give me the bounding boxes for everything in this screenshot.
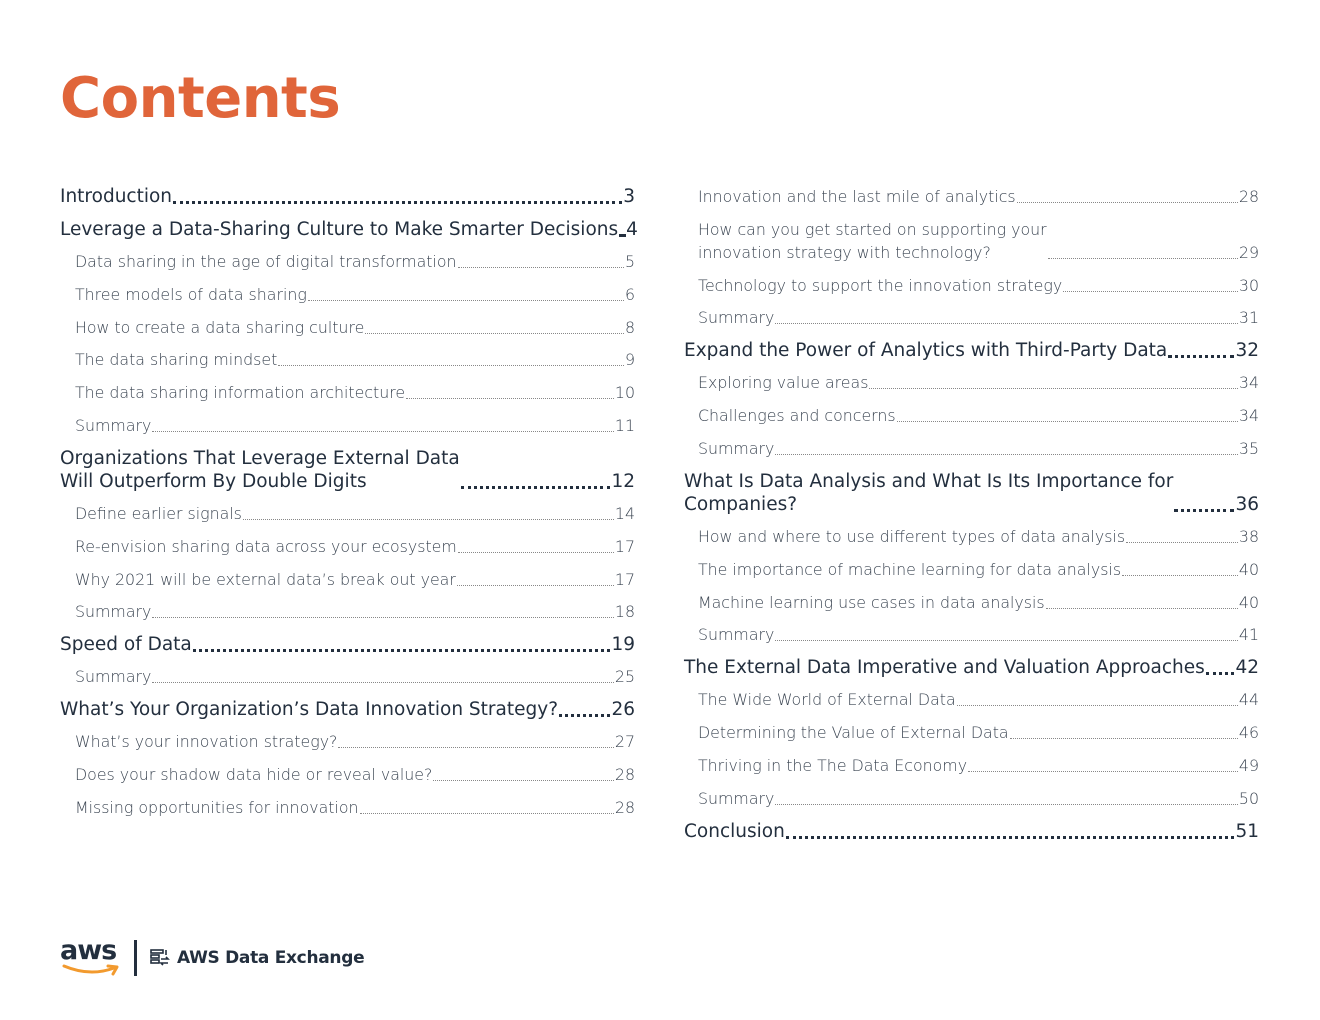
toc-dot-leader bbox=[1206, 671, 1235, 675]
toc-dot-leader bbox=[461, 485, 611, 489]
toc-dot-leader bbox=[458, 266, 624, 268]
toc-subsection-link[interactable] bbox=[75, 381, 635, 404]
toc-section-link[interactable] bbox=[60, 447, 635, 493]
toc-subsection-link[interactable] bbox=[75, 600, 635, 623]
page-title: Contents bbox=[60, 66, 341, 131]
toc-dot-leader bbox=[338, 746, 613, 748]
toc-subsection-link[interactable] bbox=[698, 306, 1259, 329]
toc-dot-leader bbox=[957, 704, 1238, 706]
toc-entry-title: Exploring value areas bbox=[698, 373, 869, 393]
toc-dot-leader bbox=[173, 200, 622, 204]
toc-section-link[interactable] bbox=[60, 218, 638, 241]
toc-page-number: 3 bbox=[623, 186, 635, 207]
toc-subsection-link[interactable] bbox=[75, 502, 635, 525]
toc-page-number: 34 bbox=[1238, 373, 1259, 393]
toc-page-number: 6 bbox=[624, 284, 635, 304]
toc-page-number: 29 bbox=[1238, 242, 1259, 262]
toc-page-number: 34 bbox=[1238, 406, 1259, 426]
toc-page-number: 4 bbox=[626, 219, 638, 240]
toc-section-link[interactable] bbox=[684, 820, 1259, 843]
toc-section-link[interactable] bbox=[684, 470, 1259, 516]
footer bbox=[60, 935, 365, 978]
toc-dot-leader bbox=[193, 648, 611, 652]
toc-dot-leader bbox=[308, 299, 624, 301]
toc-page-number: 9 bbox=[624, 350, 635, 370]
toc-dot-leader bbox=[1010, 737, 1238, 739]
toc-entry-title: How can you get started on supporting your innovation strategy with technology? bbox=[698, 219, 1047, 262]
toc-dot-leader bbox=[869, 387, 1237, 389]
toc-subsection-link[interactable] bbox=[75, 414, 635, 437]
toc-entry-title: Speed of Data bbox=[60, 634, 192, 656]
toc-page-number: 17 bbox=[614, 569, 635, 589]
toc-dot-leader bbox=[406, 397, 614, 399]
toc-subsection-link[interactable] bbox=[698, 623, 1259, 646]
toc-entry-title: Summary bbox=[75, 415, 152, 435]
toc-entry-title: Summary bbox=[75, 667, 152, 687]
toc-entry-title: Innovation and the last mile of analytics bbox=[698, 187, 1016, 206]
toc-entry-title: Technology to support the innovation strategy bbox=[698, 275, 1063, 295]
product-name: AWS Data Exchange bbox=[177, 948, 365, 968]
toc-entry-title: Define earlier signals bbox=[75, 503, 242, 523]
toc-entry-title: Thriving in the The Data Economy bbox=[698, 755, 968, 775]
toc-dot-leader bbox=[278, 364, 624, 366]
toc-dot-leader bbox=[1017, 201, 1238, 203]
toc-entry-title: Does your shadow data hide or reveal value? bbox=[75, 765, 433, 785]
toc-dot-leader bbox=[559, 713, 610, 717]
toc-subsection-link[interactable] bbox=[75, 535, 635, 558]
toc-dot-leader bbox=[458, 551, 614, 553]
toc-page-number: 51 bbox=[1235, 820, 1259, 842]
toc-subsection-link[interactable] bbox=[698, 218, 1259, 264]
toc-subsection-link[interactable] bbox=[75, 665, 635, 688]
toc-page-number: 5 bbox=[624, 252, 635, 271]
toc-subsection-link[interactable] bbox=[75, 796, 635, 819]
aws-logo-icon bbox=[60, 935, 122, 977]
toc-page-number: 38 bbox=[1238, 526, 1259, 546]
toc-entry-title: How and where to use different types of data analysis bbox=[698, 526, 1126, 546]
toc-subsection-link[interactable] bbox=[698, 754, 1259, 777]
toc-dot-leader bbox=[775, 639, 1238, 641]
toc-dot-leader bbox=[619, 233, 625, 237]
toc-entry-title: Leverage a Data-Sharing Culture to Make Smarter Decisions bbox=[60, 219, 619, 240]
toc-entry-title: Summary bbox=[698, 788, 775, 808]
toc-entry-title: Introduction bbox=[60, 186, 173, 207]
toc-page-number: 27 bbox=[614, 732, 635, 752]
toc-entry-title: The importance of machine learning for data analysis bbox=[698, 559, 1122, 579]
toc-entry-title: What’s Your Organization’s Data Innovation Strategy? bbox=[60, 699, 559, 721]
toc-page-number: 25 bbox=[614, 667, 635, 687]
toc-page-number: 41 bbox=[1238, 625, 1259, 645]
toc-dot-leader bbox=[433, 779, 613, 781]
toc-subsection-link[interactable] bbox=[698, 185, 1259, 208]
toc-entry-title: Summary bbox=[75, 602, 152, 622]
toc-dot-leader bbox=[365, 332, 624, 334]
toc-subsection-link[interactable] bbox=[698, 404, 1259, 427]
toc-section-link[interactable] bbox=[60, 698, 635, 721]
toc-dot-leader bbox=[775, 322, 1238, 324]
toc-page-number: 17 bbox=[614, 536, 635, 556]
toc-page-number: 35 bbox=[1238, 438, 1259, 458]
toc-page-number: 49 bbox=[1238, 755, 1259, 775]
toc-entry-title: Conclusion bbox=[684, 820, 785, 842]
toc-page-number: 18 bbox=[614, 602, 635, 622]
toc-entry-title: The data sharing mindset bbox=[75, 350, 278, 370]
toc-page-number: 46 bbox=[1238, 723, 1259, 743]
toc-subsection-link[interactable] bbox=[75, 316, 635, 339]
toc-dot-leader bbox=[1046, 607, 1238, 609]
aws-smile-icon bbox=[62, 963, 122, 977]
toc-entry-title: Re-envision sharing data across your ecosystem bbox=[75, 536, 457, 556]
toc-subsection-link[interactable] bbox=[698, 558, 1259, 581]
data-exchange-icon bbox=[149, 947, 171, 969]
toc-dot-leader bbox=[1174, 508, 1234, 512]
toc-entry-title: What’s your innovation strategy? bbox=[75, 732, 338, 752]
toc-subsection-link[interactable] bbox=[698, 787, 1259, 810]
toc-dot-leader bbox=[897, 420, 1238, 422]
aws-logo-text: aws bbox=[60, 935, 117, 966]
toc-page-number: 14 bbox=[614, 503, 635, 523]
toc-dot-leader bbox=[775, 803, 1238, 805]
toc-entry-title: Expand the Power of Analytics with Third-Party Data bbox=[684, 340, 1168, 362]
footer-divider bbox=[134, 940, 137, 976]
toc-page-number: 19 bbox=[611, 634, 635, 656]
toc-dot-leader bbox=[1122, 574, 1238, 576]
toc-entry-title: Summary bbox=[698, 308, 775, 328]
toc-subsection-link[interactable] bbox=[698, 437, 1259, 460]
toc-dot-leader bbox=[786, 835, 1235, 839]
toc-dot-leader bbox=[457, 584, 614, 586]
toc-page-number: 26 bbox=[611, 699, 635, 721]
toc-entry-title: Determining the Value of External Data bbox=[698, 723, 1009, 743]
toc-page-number: 10 bbox=[614, 383, 635, 403]
toc-entry-title: Summary bbox=[698, 625, 775, 645]
toc-subsection-link[interactable] bbox=[75, 348, 635, 371]
toc-subsection-link[interactable] bbox=[698, 274, 1259, 297]
toc-entry-title: Summary bbox=[698, 438, 775, 458]
toc-entry-title: The Wide World of External Data bbox=[698, 690, 956, 710]
toc-subsection-link[interactable] bbox=[75, 763, 635, 786]
toc-dot-leader bbox=[152, 616, 614, 618]
toc-section-link[interactable] bbox=[684, 656, 1259, 679]
toc-subsection-link[interactable] bbox=[75, 568, 635, 591]
toc-entry-title: Machine learning use cases in data analysis bbox=[698, 592, 1045, 612]
toc-right-column bbox=[684, 185, 1259, 852]
toc-dot-leader bbox=[1126, 541, 1238, 543]
toc-page-number: 44 bbox=[1238, 690, 1259, 710]
toc-entry-title: The External Data Imperative and Valuation Approaches bbox=[684, 657, 1205, 679]
toc-entry-title: Data sharing in the age of digital transformation bbox=[75, 252, 457, 271]
toc-entry-title: How to create a data sharing culture bbox=[75, 317, 365, 337]
toc-dot-leader bbox=[775, 453, 1238, 455]
toc-page-number: 12 bbox=[611, 470, 635, 492]
toc-subsection-link[interactable] bbox=[698, 525, 1259, 548]
toc-subsection-link[interactable] bbox=[698, 721, 1259, 744]
toc-section-link[interactable] bbox=[684, 339, 1259, 362]
toc-subsection-link[interactable] bbox=[698, 371, 1259, 394]
toc-entry-title: The data sharing information architecture bbox=[75, 383, 406, 403]
toc-dot-leader bbox=[968, 770, 1238, 772]
toc-dot-leader bbox=[243, 518, 614, 520]
toc-page-number: 28 bbox=[614, 797, 635, 817]
toc-left-column bbox=[60, 185, 638, 829]
toc-dot-leader bbox=[1048, 257, 1238, 259]
toc-subsection-link[interactable] bbox=[698, 688, 1259, 711]
toc-subsection-link[interactable] bbox=[75, 283, 635, 306]
toc-page-number: 50 bbox=[1238, 788, 1259, 808]
toc-dot-leader bbox=[152, 681, 614, 683]
toc-page-number: 31 bbox=[1238, 308, 1259, 328]
toc-page-number: 40 bbox=[1238, 592, 1259, 612]
toc-page-number: 28 bbox=[1238, 187, 1259, 206]
toc-page-number: 42 bbox=[1235, 657, 1259, 679]
toc-page-number: 28 bbox=[614, 765, 635, 785]
toc-page-number: 36 bbox=[1235, 493, 1259, 515]
toc-dot-leader bbox=[360, 812, 614, 814]
toc-dot-leader bbox=[1063, 290, 1238, 292]
toc-dot-leader bbox=[152, 430, 614, 432]
toc-page-number: 40 bbox=[1238, 559, 1259, 579]
toc-entry-title: Challenges and concerns bbox=[698, 406, 896, 426]
toc-entry-title: Organizations That Leverage External Data Will Outperform By Double Digits bbox=[60, 447, 460, 492]
toc-section-link[interactable] bbox=[60, 185, 635, 208]
toc-entry-title: Three models of data sharing bbox=[75, 284, 307, 304]
toc-entry-title: What Is Data Analysis and What Is Its Importance for Companies? bbox=[684, 470, 1174, 515]
toc-subsection-link[interactable] bbox=[75, 730, 635, 753]
toc-entry-title: Missing opportunities for innovation bbox=[75, 797, 359, 817]
toc-page-number: 32 bbox=[1235, 340, 1259, 362]
toc-page-number: 8 bbox=[624, 317, 635, 337]
toc-page-number: 11 bbox=[614, 415, 635, 435]
toc-subsection-link[interactable] bbox=[698, 591, 1259, 614]
toc-dot-leader bbox=[1168, 354, 1234, 358]
toc-section-link[interactable] bbox=[60, 633, 635, 656]
toc-page-number: 30 bbox=[1238, 275, 1259, 295]
toc-entry-title: Why 2021 will be external data’s break out year bbox=[75, 569, 456, 589]
toc-subsection-link[interactable] bbox=[75, 250, 635, 273]
